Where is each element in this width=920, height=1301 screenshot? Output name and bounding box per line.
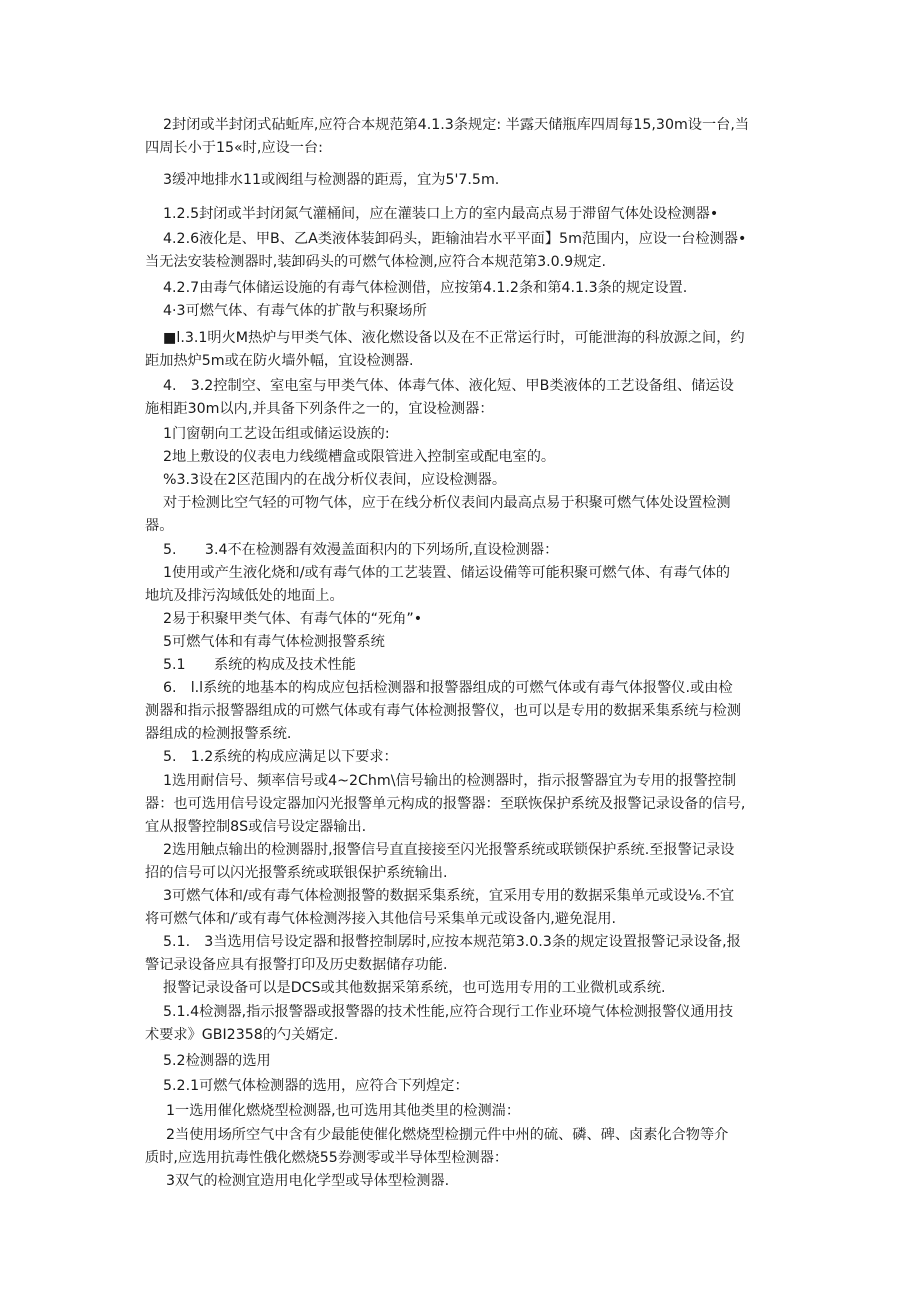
text-line: 2封闭或半封闭式砧蚯库,应符合本规范第4.1.3条规定: 半露天储瓶库四周每15,30m设一台,当 <box>163 117 750 133</box>
text-line: 对于检测比空气轻的可物气体，应于在线分析仪表间内最高点易于积聚可燃气体处设置检测 <box>163 495 731 511</box>
text-line: ■l.3.1明火M热炉与甲类气体、液化燃设备以及在不正常运行时，可能泄海的科放源之间，约 <box>163 330 745 346</box>
text-line: 3缓冲地排水11或阀组与检测器的距焉，宜为5'7.5m. <box>163 172 500 188</box>
text-line: 4.2.6液化是、甲B、乙A类液体装卸码头，距输油岩水平平面】5m范围内，应设一台检测器• <box>163 231 747 247</box>
text-line: 报警记录设备可以是DCS或其他数据采第系统，也可选用专用的工业微机或系统. <box>163 980 666 996</box>
section-heading: 4·3可燃气体、有毒气体的扩散与积聚场所 <box>163 303 427 319</box>
text-line: 器：也可选用信号设定器加闪光报警单元构成的报警器：至联恢保护系统及报警记录设备的信号, <box>145 796 746 812</box>
text-line: 4.2.7由毒气体储运设施的有毒气体检测借，应按第4.1.2条和第4.1.3条的规定设置. <box>163 280 688 296</box>
text-line: 1门窗朝向工艺设缶组或储运设族的: <box>163 426 390 442</box>
text-line: 距加热炉5m或在防火墙外幅，宜设检测器. <box>145 353 414 369</box>
text-line: 1.2.5封闭或半封闭氮气灌桶间，应在灌装口上方的室内最高点易于滞留气体处设检测器• <box>163 206 719 222</box>
text-line: 2当使用场所空气中含有少最能使催化燃烧型检捌元件中州的硫、磷、碑、卤素化合物等介 <box>166 1127 729 1143</box>
text-line: 质时,应选用抗毒性俄化燃烧55券测零或半导体型检测器： <box>145 1150 509 1166</box>
text-line: 4. 3.2控制空、室电室与甲类气体、体毒气体、液化短、甲B类液体的工艺设备组、储运设 <box>163 378 734 394</box>
text-line: 2选用触点输出的检测器肘,报警信号直直接接至闪光报警系统或联锁保护系统.至报警记录设 <box>163 842 735 858</box>
text-line: 1一选用催化燃烧型检测器,也可选用其他类里的检测湍： <box>166 1103 521 1119</box>
text-line: 3双气的检测宜造用电化学型或导体型检测器. <box>166 1173 450 1189</box>
text-line: 5. 1.2系统的构成应满足以下要求： <box>163 749 398 765</box>
text-line: 术要求》GBI2358的勺关婿定. <box>145 1027 339 1043</box>
text-line: 宜从报警控制8S或信号设定器输出. <box>145 819 367 835</box>
text-line: 招的信号可以闪光报警系统或联银保护系统输出. <box>145 865 448 881</box>
text-line: 3可燃气体和/或有毒气体检测报警的数据采集系统，宜采用专用的数据采集单元或设⅛.不宜 <box>163 888 735 904</box>
text-line: 5.1.4检测器,指示报警器或报警器的技术性能,应符合现行工作业环境气体检测报警仪通用技 <box>163 1004 734 1020</box>
text-line: 5. 3.4不在检测器有效漫盖面积内的下列场所,直设检测器： <box>163 542 559 558</box>
text-line: 1使用或产生液化烧和/或有毒气体的工艺装置、储运设備等可能积聚可燃气体、有毒气体的 <box>163 565 731 581</box>
text-line: 地坑及排污沟域低处的地面上。 <box>145 588 344 604</box>
text-line: 将可燃气体和/′或有毒气体检测涔接入其他信号采集单元或设备内,避免混用. <box>145 911 617 927</box>
text-line: 器组成的检测报警系统. <box>145 726 292 742</box>
text-line: 四周长小于15«时,应设一台: <box>145 140 323 156</box>
text-line: 施相距30m以内,并具备下列条件之一的，宜设检测器： <box>145 401 494 417</box>
text-line: 1选用耐信号、频率信号或4~2Chm\信号输出的检测器时，指示报警器宜为专用的报警控制 <box>163 773 737 789</box>
text-line: 测器和指示报警器组成的可燃气体或有毒气体检测报警仪，也可以是专用的数据釆集系统与检测 <box>145 703 741 719</box>
text-line: 2易于积聚甲类气体、有毒气体的“死角”• <box>163 611 423 627</box>
text-line: 器。 <box>145 518 174 534</box>
text-line: 2地上敷设的仪表电力线缆槽盒或限管进入控制室或配电室的。 <box>163 449 556 465</box>
text-line: 警记录设备应具有报警打印及历史数据储存功能. <box>145 957 448 973</box>
text-line: 当无法安装检测器时,装卸码头的可燃气体检测,应符合本规范第3.0.9规定. <box>145 254 607 270</box>
text-line: %3.3设在2区范围内的在战分析仪表间，应设检测器。 <box>163 472 507 488</box>
section-heading: 5.2检测器的选用 <box>163 1053 271 1069</box>
section-heading: 5可燃气体和有毒气体检测报警系统 <box>163 634 385 650</box>
text-line: 5.1. 3当选用信号设定器和报瞥控制孱时,应按本规范第3.0.3条的规定设置报警记录设备,报 <box>163 934 741 950</box>
text-line: 5.2.1可燃气体检测器的选用，应符合下列煌定： <box>163 1078 469 1094</box>
section-heading: 5.1 系统的构成及技术性能 <box>163 657 356 673</box>
text-line: 6. l.l系统的地基本的构成应包括检测器和报警器组成的可燃气体或有毒气体报警仪.或由检 <box>163 680 733 696</box>
